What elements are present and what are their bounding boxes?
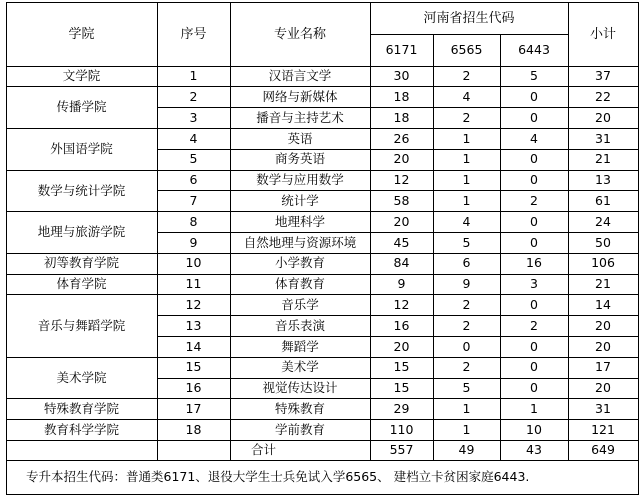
total-label: 合计 — [250, 442, 276, 458]
footnote: 专升本招生代码：普通类6171、退役大学生士兵免试入学6565、 建档立卡贫困家庭6443. — [26, 468, 530, 484]
cell-c6171: 16 — [393, 317, 410, 333]
cell-c6171: 26 — [393, 130, 410, 146]
grid-line — [6, 294, 639, 295]
cell-major: 播音与主持艺术 — [256, 109, 344, 125]
college-cell: 体育学院 — [56, 276, 107, 292]
cell-subtotal: 20 — [595, 338, 611, 354]
grid-line — [6, 253, 639, 254]
cell-c6171: 18 — [393, 109, 410, 125]
table-border-right — [638, 2, 639, 494]
cell-subtotal: 22 — [595, 88, 611, 104]
cell-c6443: 16 — [526, 255, 542, 271]
college-cell: 音乐与舞蹈学院 — [37, 317, 126, 333]
cell-c6171: 15 — [393, 380, 410, 396]
college-cell: 初等教育学院 — [43, 255, 119, 271]
cell-c6443: 3 — [530, 276, 538, 292]
cell-subtotal: 20 — [595, 317, 611, 333]
cell-c6443: 5 — [530, 68, 538, 84]
cell-major: 商务英语 — [274, 151, 325, 167]
cell-c6171: 45 — [393, 234, 410, 250]
cell-seq: 7 — [189, 192, 198, 208]
college-cell: 特殊教育学院 — [43, 400, 119, 416]
cell-major: 小学教育 — [274, 255, 325, 271]
cell-major: 数学与应用数学 — [256, 172, 344, 188]
cell-seq: 6 — [189, 172, 198, 188]
cell-c6443: 0 — [530, 172, 538, 188]
cell-subtotal: 61 — [595, 192, 611, 208]
cell-seq: 4 — [189, 130, 198, 146]
cell-major: 学前教育 — [274, 421, 325, 437]
cell-c6171: 30 — [393, 68, 410, 84]
cell-c6443: 0 — [530, 359, 538, 375]
table-border-top — [6, 2, 639, 3]
cell-c6443: 0 — [530, 109, 538, 125]
header-code-2: 6443 — [518, 41, 550, 57]
cell-c6443: 1 — [530, 400, 538, 416]
cell-seq: 1 — [189, 68, 198, 84]
cell-subtotal: 121 — [591, 421, 615, 437]
grid-line — [6, 440, 639, 441]
cell-subtotal: 37 — [595, 68, 611, 84]
grid-line — [6, 128, 639, 129]
cell-seq: 18 — [185, 421, 202, 437]
cell-c6171: 20 — [393, 151, 410, 167]
cell-c6565: 5 — [462, 234, 471, 250]
cell-subtotal: 31 — [595, 400, 611, 416]
total-c6443: 43 — [526, 442, 542, 458]
cell-c6171: 58 — [393, 192, 410, 208]
cell-major: 美术学 — [281, 359, 319, 375]
grid-line — [157, 315, 639, 316]
total-subtotal: 649 — [591, 442, 615, 458]
cell-c6565: 2 — [462, 317, 471, 333]
grid-line — [6, 86, 639, 87]
cell-major: 音乐学 — [281, 296, 319, 312]
cell-subtotal: 21 — [595, 276, 611, 292]
cell-c6443: 0 — [530, 234, 538, 250]
cell-seq: 17 — [185, 400, 202, 416]
cell-c6171: 110 — [389, 421, 414, 437]
cell-c6443: 4 — [530, 130, 538, 146]
cell-c6565: 2 — [462, 296, 471, 312]
grid-line — [500, 34, 501, 460]
cell-c6171: 29 — [393, 400, 410, 416]
cell-c6565: 1 — [462, 130, 471, 146]
cell-major: 舞蹈学 — [281, 338, 319, 354]
cell-c6443: 0 — [530, 380, 538, 396]
cell-seq: 10 — [185, 255, 202, 271]
college-cell: 数学与统计学院 — [37, 182, 126, 198]
cell-c6171: 12 — [393, 296, 410, 312]
cell-subtotal: 14 — [595, 296, 611, 312]
college-cell: 美术学院 — [56, 369, 107, 385]
grid-line — [6, 419, 639, 420]
grid-line — [6, 170, 639, 171]
cell-c6443: 2 — [530, 192, 538, 208]
grid-line — [157, 149, 639, 150]
grid-line — [433, 34, 434, 460]
cell-subtotal: 50 — [595, 234, 611, 250]
cell-major: 特殊教育 — [274, 400, 325, 416]
cell-seq: 14 — [185, 338, 202, 354]
cell-c6443: 2 — [530, 317, 538, 333]
grid-line — [6, 211, 639, 212]
cell-c6443: 0 — [530, 151, 538, 167]
header-code-0: 6171 — [385, 41, 418, 57]
grid-line — [6, 398, 639, 399]
grid-line — [157, 378, 639, 379]
cell-major: 英语 — [287, 130, 313, 146]
cell-c6171: 20 — [393, 213, 410, 229]
cell-c6565: 1 — [462, 192, 471, 208]
cell-seq: 2 — [189, 88, 198, 104]
header-major: 专业名称 — [273, 26, 326, 42]
college-cell: 传播学院 — [56, 99, 107, 115]
cell-c6171: 9 — [397, 276, 406, 292]
cell-c6443: 0 — [530, 88, 538, 104]
grid-line — [157, 336, 639, 337]
cell-c6443: 0 — [530, 296, 538, 312]
total-c6565: 49 — [458, 442, 475, 458]
header-college: 学院 — [68, 26, 95, 42]
cell-seq: 9 — [189, 234, 198, 250]
college-cell: 教育科学学院 — [43, 421, 119, 437]
total-c6171: 557 — [389, 442, 414, 458]
cell-major: 汉语言文学 — [268, 68, 332, 84]
cell-c6443: 0 — [530, 338, 538, 354]
cell-seq: 8 — [189, 213, 198, 229]
cell-major: 统计学 — [281, 192, 319, 208]
cell-c6443: 0 — [530, 213, 538, 229]
grid-line — [157, 232, 639, 233]
cell-c6171: 18 — [393, 88, 410, 104]
cell-c6171: 84 — [393, 255, 410, 271]
college-cell: 地理与旅游学院 — [37, 224, 126, 240]
cell-subtotal: 31 — [595, 130, 611, 146]
cell-c6565: 4 — [462, 213, 471, 229]
cell-seq: 13 — [185, 317, 202, 333]
cell-subtotal: 13 — [595, 172, 611, 188]
cell-major: 音乐表演 — [274, 317, 325, 333]
grid-line — [6, 274, 639, 275]
cell-c6565: 5 — [462, 380, 471, 396]
cell-subtotal: 20 — [595, 380, 611, 396]
cell-c6565: 2 — [462, 109, 471, 125]
cell-c6565: 0 — [462, 338, 471, 354]
cell-c6171: 15 — [393, 359, 410, 375]
cell-c6565: 9 — [462, 276, 471, 292]
cell-major: 网络与新媒体 — [262, 88, 338, 104]
cell-subtotal: 21 — [595, 151, 611, 167]
grid-line — [157, 190, 639, 191]
cell-c6565: 1 — [462, 400, 471, 416]
cell-seq: 15 — [185, 359, 202, 375]
cell-c6565: 1 — [462, 172, 471, 188]
header-subtotal: 小计 — [589, 26, 616, 42]
header-seq: 序号 — [180, 26, 207, 42]
cell-seq: 11 — [185, 276, 202, 292]
grid-line — [370, 34, 569, 35]
cell-subtotal: 17 — [595, 359, 611, 375]
cell-c6443: 10 — [526, 421, 542, 437]
cell-c6565: 2 — [462, 68, 471, 84]
grid-line — [6, 66, 639, 67]
cell-seq: 3 — [189, 109, 198, 125]
grid-line — [6, 460, 639, 461]
cell-subtotal: 20 — [595, 109, 611, 125]
cell-c6565: 1 — [462, 421, 471, 437]
table-border-bottom — [6, 494, 639, 495]
cell-c6171: 12 — [393, 172, 410, 188]
college-cell: 文学院 — [62, 68, 101, 84]
table-border-left — [6, 2, 7, 494]
cell-c6565: 1 — [462, 151, 471, 167]
cell-subtotal: 106 — [591, 255, 615, 271]
grid-line — [6, 357, 639, 358]
cell-c6171: 20 — [393, 338, 410, 354]
grid-line — [157, 107, 639, 108]
cell-seq: 12 — [185, 296, 202, 312]
cell-seq: 5 — [189, 151, 198, 167]
header-code-1: 6565 — [450, 41, 483, 57]
header-province-codes: 河南省招生代码 — [423, 10, 515, 26]
college-cell: 外国语学院 — [50, 140, 113, 156]
cell-c6565: 6 — [462, 255, 471, 271]
cell-major: 地理科学 — [274, 213, 325, 229]
cell-subtotal: 24 — [595, 213, 611, 229]
cell-c6565: 2 — [462, 359, 471, 375]
cell-seq: 16 — [185, 380, 202, 396]
cell-major: 视觉传达设计 — [262, 380, 338, 396]
cell-c6565: 4 — [462, 88, 471, 104]
cell-major: 自然地理与资源环境 — [243, 234, 357, 250]
enrollment-table — [6, 2, 638, 494]
cell-major: 体育教育 — [274, 276, 325, 292]
